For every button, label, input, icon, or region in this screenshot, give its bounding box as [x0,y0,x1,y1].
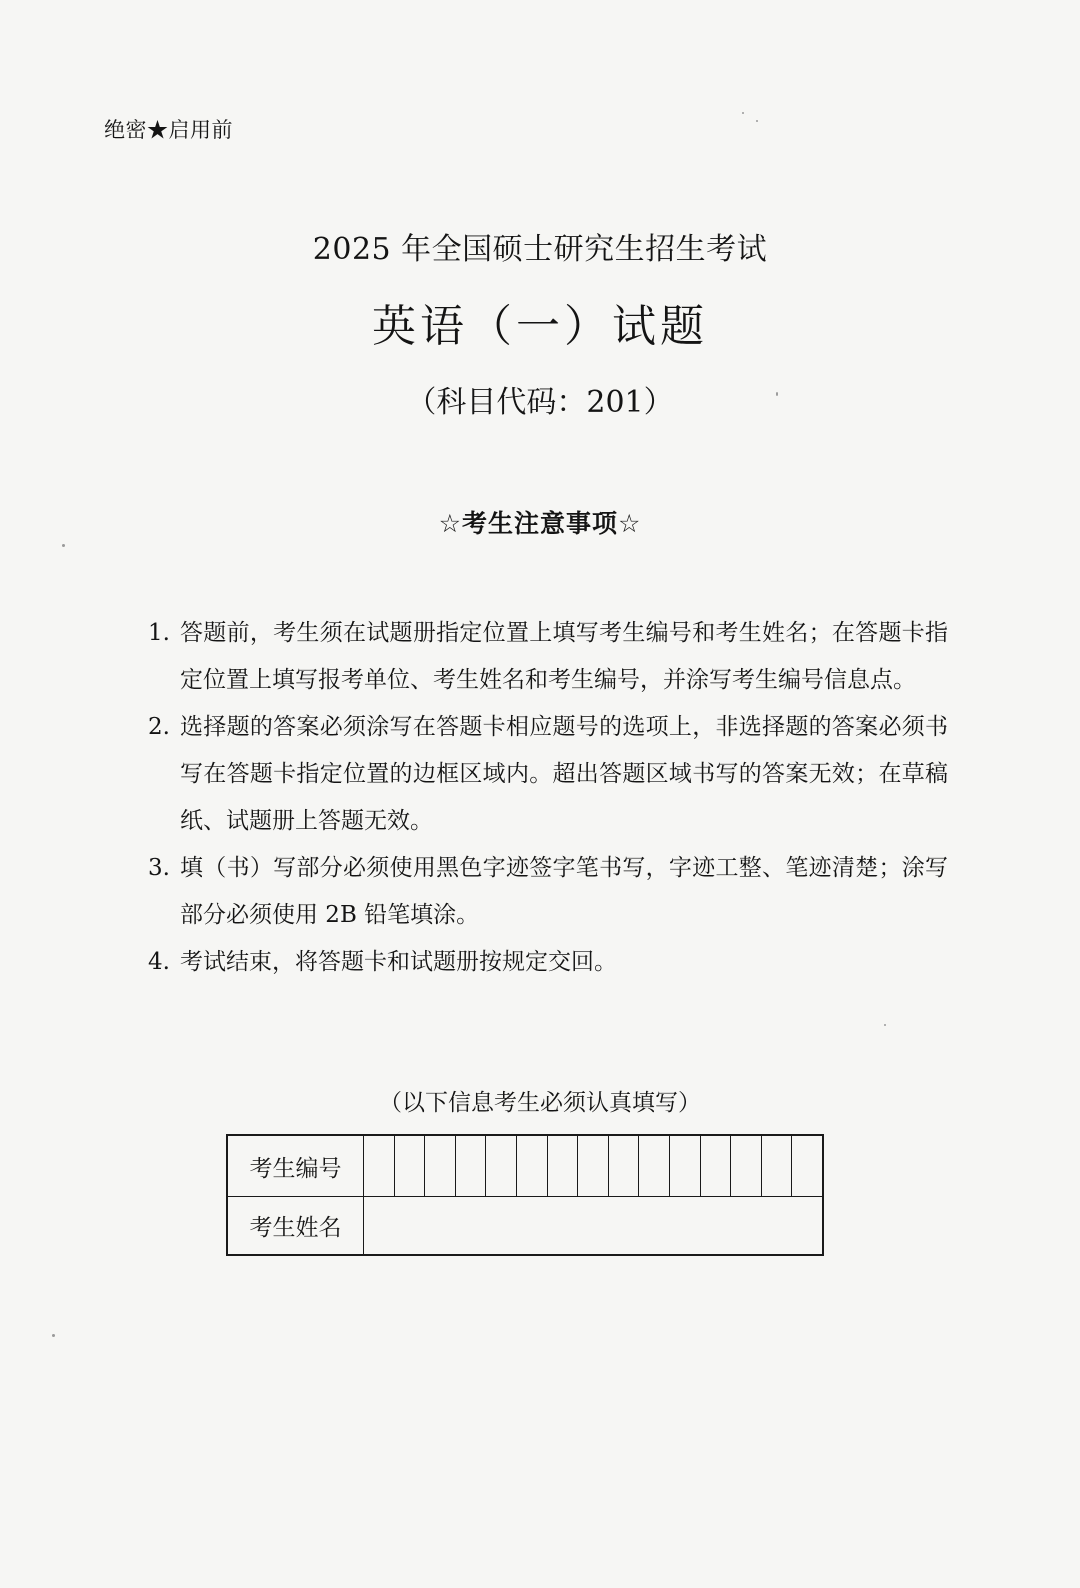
candidate-id-cells [364,1136,822,1196]
candidate-id-digit-cell[interactable] [425,1136,456,1196]
notice-number: 3. [148,855,170,881]
scan-speck [52,1334,55,1337]
candidate-id-digit-cell[interactable] [701,1136,732,1196]
scan-speck [776,392,778,396]
notice-number: 4. [148,949,170,975]
candidate-id-row [228,1136,822,1197]
fill-instruction: （以下信息考生必须认真填写） [379,1090,701,1116]
scan-speck [756,120,758,122]
confidential-mark: 绝密★启用前 [104,118,233,142]
scan-speck [742,112,744,114]
notice-number: 1. [148,620,170,646]
scan-speck [884,1024,886,1026]
notice-item [148,704,948,845]
scan-speck [62,544,65,547]
candidate-id-label: 考生编号 [228,1136,364,1196]
exam-title: 2025 年全国硕士研究生招生考试 [312,232,768,267]
candidate-name-field[interactable] [364,1196,822,1254]
candidate-id-digit-cell[interactable] [395,1136,426,1196]
subject-title: 英语（一）试题 [372,301,708,352]
notice-number: 2. [148,714,170,740]
candidate-name-label: 考生姓名 [228,1196,364,1254]
notice-text: 考试结束，将答题卡和试题册按规定交回。 [180,949,617,975]
candidate-id-digit-cell[interactable] [792,1136,822,1196]
candidate-id-digit-cell[interactable] [639,1136,670,1196]
notice-item [148,610,948,704]
candidate-id-digit-cell[interactable] [762,1136,793,1196]
candidate-id-digit-cell[interactable] [578,1136,609,1196]
candidate-id-digit-cell[interactable] [609,1136,640,1196]
notice-item [148,845,948,939]
subject-code: （科目代码：201） [406,385,674,420]
candidate-id-digit-cell[interactable] [456,1136,487,1196]
candidate-id-digit-cell[interactable] [517,1136,548,1196]
notice-text: 填（书）写部分必须使用黑色字迹签字笔书写，字迹工整、笔迹清楚；涂写部分必须使用 2B 铅笔填涂。 [180,855,948,928]
notice-item [148,939,948,986]
candidate-name-row [228,1196,822,1254]
notice-text: 答题前，考生须在试题册指定位置上填写考生编号和考生姓名；在答题卡指定位置上填写报考单位、考生姓名和考生编号，并涂写考生编号信息点。 [180,620,948,693]
notice-text: 选择题的答案必须涂写在答题卡相应题号的选项上，非选择题的答案必须书写在答题卡指定位置的边框区域内。超出答题区域书写的答案无效；在草稿纸、试题册上答题无效。 [180,714,948,834]
candidate-id-digit-cell[interactable] [670,1136,701,1196]
notice-heading: ☆考生注意事项☆ [438,509,642,538]
candidate-id-digit-cell[interactable] [486,1136,517,1196]
candidate-id-digit-cell[interactable] [364,1136,395,1196]
candidate-id-digit-cell[interactable] [731,1136,762,1196]
notice-list [148,610,948,986]
candidate-id-digit-cell[interactable] [548,1136,579,1196]
candidate-info-table [226,1134,824,1256]
